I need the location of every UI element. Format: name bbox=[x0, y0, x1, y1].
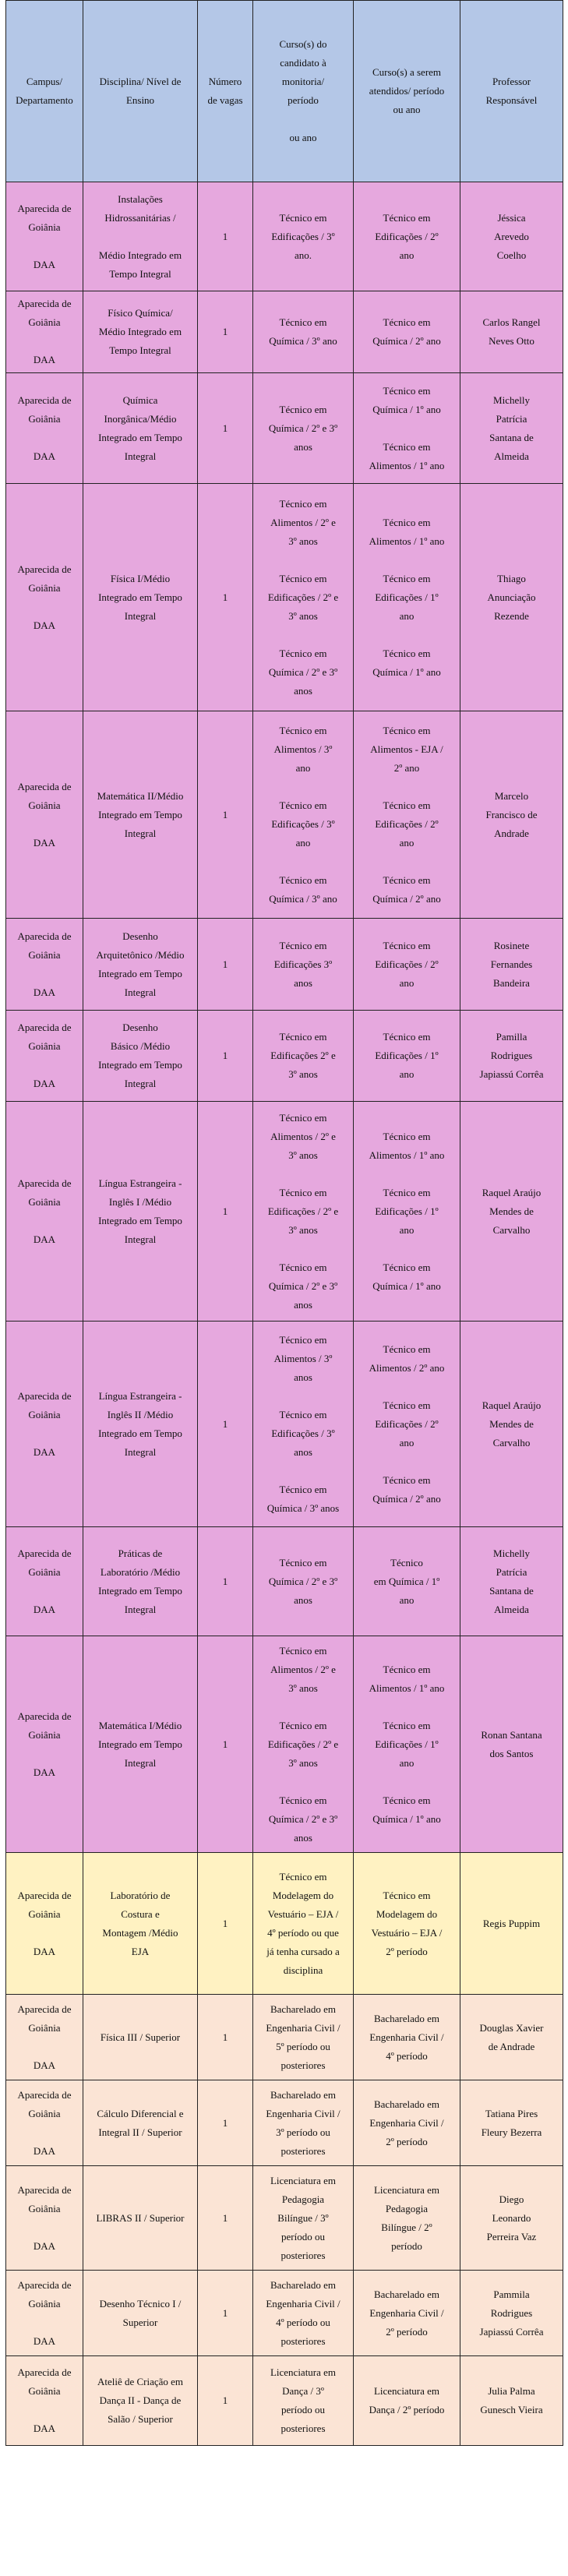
vagas-cell-text: 1 bbox=[222, 1050, 228, 1061]
campus-cell bbox=[6, 1636, 83, 1853]
campus-cell bbox=[6, 2271, 83, 2356]
professor-cell bbox=[460, 2166, 563, 2271]
disciplina-cell bbox=[83, 291, 198, 373]
candidato-cell-text: Bacharelado em Engenharia Civil / 3º período ou posteriores bbox=[266, 2088, 340, 2157]
candidato-cell-text: Técnico em Química / 3º ano bbox=[269, 316, 337, 347]
header-atendidos-label: Curso(s) a serem atendidos/ período ou ano bbox=[369, 66, 445, 115]
professor-cell-text: Diego Leonardo Perreira Vaz bbox=[486, 2193, 537, 2243]
candidato-cell bbox=[253, 2166, 354, 2271]
disciplina-cell bbox=[83, 1853, 198, 1995]
campus-cell bbox=[6, 919, 83, 1011]
vagas-cell bbox=[198, 1322, 253, 1527]
campus-cell bbox=[6, 373, 83, 484]
vagas-cell-text: 1 bbox=[222, 591, 228, 603]
campus-cell bbox=[6, 291, 83, 373]
atendidos-cell bbox=[354, 711, 460, 919]
table-row bbox=[6, 919, 563, 1011]
vagas-cell-text: 1 bbox=[222, 808, 228, 820]
header-professor-label: Professor Responsável bbox=[485, 76, 538, 106]
professor-cell bbox=[460, 1853, 563, 1995]
header-disciplina-label: Disciplina/ Nível de Ensino bbox=[99, 76, 182, 106]
candidato-cell bbox=[253, 2356, 354, 2446]
vagas-cell-text: 1 bbox=[222, 2306, 228, 2319]
vagas-cell bbox=[198, 373, 253, 484]
vagas-cell bbox=[198, 2166, 253, 2271]
campus-cell-text: Aparecida de Goiânia DAA bbox=[17, 2366, 72, 2434]
atendidos-cell-text: Licenciatura em Dança / 2º período bbox=[369, 2385, 445, 2415]
campus-cell bbox=[6, 1853, 83, 1995]
atendidos-cell bbox=[354, 1995, 460, 2080]
vagas-cell-text: 1 bbox=[222, 1417, 228, 1430]
atendidos-cell bbox=[354, 291, 460, 373]
disciplina-cell-text: LIBRAS II / Superior bbox=[96, 2211, 185, 2224]
candidato-cell-text: Técnico em Edificações 3º anos bbox=[273, 939, 333, 989]
candidato-cell bbox=[253, 2271, 354, 2356]
professor-cell bbox=[460, 919, 563, 1011]
professor-cell bbox=[460, 1102, 563, 1322]
professor-cell-text: Jéssica Arevedo Coelho bbox=[494, 211, 529, 261]
disciplina-cell bbox=[83, 373, 198, 484]
campus-cell bbox=[6, 1527, 83, 1636]
atendidos-cell bbox=[354, 1853, 460, 1995]
disciplina-cell-text: Desenho Arquitetônico /Médio Integrado em Tempo Integral bbox=[96, 930, 185, 998]
candidato-cell bbox=[253, 1322, 354, 1527]
campus-cell bbox=[6, 1322, 83, 1527]
candidato-cell-text: Técnico em Química / 2º e 3º anos bbox=[268, 403, 338, 453]
table-row bbox=[6, 2166, 563, 2271]
disciplina-cell bbox=[83, 1011, 198, 1102]
disciplina-cell-text: Física I/Médio Integrado em Tempo Integral bbox=[98, 572, 182, 622]
disciplina-cell-text: Física III / Superior bbox=[100, 2031, 181, 2043]
candidato-cell bbox=[253, 1011, 354, 1102]
atendidos-cell-text: Técnico em Química / 2º ano bbox=[372, 316, 441, 347]
candidato-cell bbox=[253, 711, 354, 919]
candidato-cell-text: Técnico em Edificações 2º e 3º anos bbox=[270, 1031, 336, 1080]
professor-cell bbox=[460, 1322, 563, 1527]
professor-cell bbox=[460, 182, 563, 291]
disciplina-cell-text: Matemática II/Médio Integrado em Tempo Integral bbox=[97, 789, 184, 839]
candidato-cell-text: Técnico em Modelagem do Vestuário – EJA / 4º período ou que já tenha cursado a disciplina bbox=[266, 1870, 340, 1976]
table-row bbox=[6, 711, 563, 919]
atendidos-cell bbox=[354, 484, 460, 711]
atendidos-cell-text: Técnico em Edificações / 2º ano bbox=[375, 939, 439, 989]
disciplina-cell-text: Matemática I/Médio Integrado em Tempo Integral bbox=[98, 1719, 182, 1769]
vagas-cell-text: 1 bbox=[222, 2394, 228, 2406]
table-row bbox=[6, 1102, 563, 1322]
header-campus-label: Campus/ Departamento bbox=[16, 76, 73, 106]
disciplina-cell-text: Instalações Hidrossanitárias / Médio Integrado em Tempo Integral bbox=[98, 192, 182, 280]
vagas-cell bbox=[198, 1853, 253, 1995]
table-row bbox=[6, 2356, 563, 2446]
monitoria-table bbox=[5, 0, 563, 2446]
disciplina-cell-text: Físico Química/ Médio Integrado em Tempo Integral bbox=[98, 307, 182, 356]
disciplina-cell bbox=[83, 484, 198, 711]
table-row bbox=[6, 1527, 563, 1636]
professor-cell-text: Ronan Santana dos Santos bbox=[481, 1728, 542, 1759]
vagas-cell-text: 1 bbox=[222, 1575, 228, 1587]
vagas-cell-text: 1 bbox=[222, 2211, 228, 2224]
vagas-cell bbox=[198, 919, 253, 1011]
candidato-cell bbox=[253, 1853, 354, 1995]
atendidos-cell bbox=[354, 1527, 460, 1636]
monitoria-table-wrapper bbox=[5, 0, 563, 2446]
campus-cell-text: Aparecida de Goiânia DAA bbox=[17, 2088, 72, 2157]
disciplina-cell-text: Química Inorgânica/Médio Integrado em Tempo Integral bbox=[98, 393, 182, 462]
atendidos-cell-text: Técnico em Alimentos - EJA / 2º ano Técnico em Edificações / 2º ano Técnico em Química / 2º ano bbox=[370, 724, 443, 905]
campus-cell-text: Aparecida de Goiânia DAA bbox=[17, 1710, 72, 1778]
professor-cell bbox=[460, 2271, 563, 2356]
disciplina-cell bbox=[83, 2080, 198, 2166]
header-campus bbox=[6, 1, 83, 182]
professor-cell-text: Pamilla Rodrigues Japiassú Corrêa bbox=[479, 1031, 544, 1080]
disciplina-cell bbox=[83, 1102, 198, 1322]
vagas-cell-text: 1 bbox=[222, 230, 228, 242]
professor-cell bbox=[460, 1527, 563, 1636]
disciplina-cell bbox=[83, 1636, 198, 1853]
professor-cell-text: Marcelo Francisco de Andrade bbox=[485, 789, 538, 839]
atendidos-cell-text: Técnico em Alimentos / 1º ano Técnico em Edificações / 1º ano Técnico em Química / 1º ano bbox=[369, 516, 445, 678]
professor-cell-text: Rosinete Fernandes Bandeira bbox=[490, 939, 533, 989]
professor-cell-text: Raquel Araújo Mendes de Carvalho bbox=[482, 1186, 542, 1236]
candidato-cell-text: Licenciatura em Pedagogia Bilíngue / 3º período ou posteriores bbox=[270, 2174, 337, 2261]
vagas-cell-text: 1 bbox=[222, 958, 228, 970]
candidato-cell bbox=[253, 484, 354, 711]
table-header bbox=[6, 1, 563, 182]
candidato-cell-text: Bacharelado em Engenharia Civil / 5º período ou posteriores bbox=[266, 2003, 340, 2071]
campus-cell-text: Aparecida de Goiânia DAA bbox=[17, 930, 72, 998]
header-candidato-label: Curso(s) do candidato à monitoria/ período ou ano bbox=[279, 38, 327, 143]
vagas-cell bbox=[198, 1636, 253, 1853]
atendidos-cell bbox=[354, 1636, 460, 1853]
table-row bbox=[6, 182, 563, 291]
atendidos-cell-text: Bacharelado em Engenharia Civil / 2º período bbox=[369, 2098, 444, 2147]
atendidos-cell bbox=[354, 2271, 460, 2356]
table-row bbox=[6, 373, 563, 484]
table-row bbox=[6, 1322, 563, 1527]
atendidos-cell bbox=[354, 1011, 460, 1102]
table-row bbox=[6, 1011, 563, 1102]
campus-cell bbox=[6, 2166, 83, 2271]
atendidos-cell-text: Licenciatura em Pedagogia Bilíngue / 2º período bbox=[373, 2183, 440, 2252]
candidato-cell-text: Técnico em Alimentos / 3º ano Técnico em Edificações / 3º ano Técnico em Química / 3º ano bbox=[269, 724, 337, 905]
candidato-cell-text: Bacharelado em Engenharia Civil / 4º período ou posteriores bbox=[266, 2278, 340, 2347]
atendidos-cell bbox=[354, 919, 460, 1011]
atendidos-cell bbox=[354, 2080, 460, 2166]
candidato-cell bbox=[253, 1636, 354, 1853]
candidato-cell bbox=[253, 919, 354, 1011]
vagas-cell-text: 1 bbox=[222, 1738, 228, 1750]
vagas-cell bbox=[198, 2080, 253, 2166]
campus-cell bbox=[6, 182, 83, 291]
campus-cell bbox=[6, 2356, 83, 2446]
candidato-cell-text: Técnico em Alimentos / 2º e 3º anos Técnico em Edificações / 2º e 3º anos Técnico em Química / 2º e 3º anos bbox=[267, 497, 339, 697]
professor-cell bbox=[460, 711, 563, 919]
professor-cell-text: Julia Palma Gunesch Vieira bbox=[480, 2385, 543, 2415]
professor-cell-text: Pammila Rodrigues Japiassú Corrêa bbox=[479, 2288, 544, 2338]
professor-cell bbox=[460, 1636, 563, 1853]
atendidos-cell-text: Técnico em Alimentos / 1º ano Técnico em Edificações / 1º ano Técnico em Química / 1º ano bbox=[369, 1130, 445, 1292]
campus-cell-text: Aparecida de Goiânia DAA bbox=[17, 2278, 72, 2347]
candidato-cell bbox=[253, 1102, 354, 1322]
atendidos-cell bbox=[354, 373, 460, 484]
professor-cell bbox=[460, 484, 563, 711]
table-row bbox=[6, 1636, 563, 1853]
candidato-cell-text: Técnico em Alimentos / 2º e 3º anos Técnico em Edificações / 2º e 3º anos Técnico em Química / 2º e 3º anos bbox=[267, 1644, 339, 1844]
campus-cell-text: Aparecida de Goiânia DAA bbox=[17, 1389, 72, 1458]
campus-cell-text: Aparecida de Goiânia DAA bbox=[17, 298, 72, 365]
disciplina-cell bbox=[83, 1995, 198, 2080]
vagas-cell bbox=[198, 484, 253, 711]
vagas-cell bbox=[198, 711, 253, 919]
disciplina-cell-text: Cálculo Diferencial e Integral II / Superior bbox=[97, 2107, 184, 2138]
header-professor bbox=[460, 1, 563, 182]
disciplina-cell bbox=[83, 2166, 198, 2271]
disciplina-cell-text: Desenho Técnico I / Superior bbox=[99, 2297, 182, 2328]
candidato-cell-text: Técnico em Edificações / 3º ano. bbox=[271, 211, 335, 261]
campus-cell-text: Aparecida de Goiânia DAA bbox=[17, 1889, 72, 1957]
atendidos-cell bbox=[354, 2166, 460, 2271]
candidato-cell bbox=[253, 1527, 354, 1636]
professor-cell-text: Douglas Xavier de Andrade bbox=[479, 2021, 544, 2052]
vagas-cell bbox=[198, 1011, 253, 1102]
header-vagas bbox=[198, 1, 253, 182]
candidato-cell bbox=[253, 1995, 354, 2080]
professor-cell bbox=[460, 291, 563, 373]
campus-cell bbox=[6, 1102, 83, 1322]
campus-cell-text: Aparecida de Goiânia DAA bbox=[17, 563, 72, 631]
atendidos-cell bbox=[354, 2356, 460, 2446]
disciplina-cell bbox=[83, 1527, 198, 1636]
professor-cell-text: Thiago Anunciação Rezende bbox=[487, 572, 536, 622]
vagas-cell bbox=[198, 1102, 253, 1322]
header-row bbox=[6, 1, 563, 182]
professor-cell bbox=[460, 2356, 563, 2446]
candidato-cell-text: Licenciatura em Dança / 3º período ou posteriores bbox=[270, 2366, 337, 2434]
candidato-cell-text: Técnico em Alimentos / 3º anos Técnico em Edificações / 3º anos Técnico em Química / 3º anos bbox=[266, 1333, 340, 1514]
candidato-cell bbox=[253, 291, 354, 373]
professor-cell bbox=[460, 1995, 563, 2080]
atendidos-cell-text: Técnico em Alimentos / 1º ano Técnico em Edificações / 1º ano Técnico em Química / 1º ano bbox=[369, 1663, 445, 1825]
campus-cell bbox=[6, 1995, 83, 2080]
disciplina-cell bbox=[83, 1322, 198, 1527]
header-vagas-label: Número de vagas bbox=[207, 76, 243, 106]
atendidos-cell bbox=[354, 182, 460, 291]
campus-cell-text: Aparecida de Goiânia DAA bbox=[17, 1022, 72, 1089]
candidato-cell-text: Técnico em Alimentos / 2º e 3º anos Técnico em Edificações / 2º e 3º anos Técnico em Química / 2º e 3º anos bbox=[267, 1111, 339, 1311]
professor-cell bbox=[460, 373, 563, 484]
table-row bbox=[6, 2271, 563, 2356]
disciplina-cell-text: Língua Estrangeira - Inglês II /Médio Integrado em Tempo Integral bbox=[98, 1389, 182, 1458]
vagas-cell-text: 1 bbox=[222, 1205, 228, 1217]
disciplina-cell-text: Desenho Básico /Médio Integrado em Tempo Integral bbox=[98, 1022, 182, 1089]
atendidos-cell-text: Técnico em Edificações / 1º ano bbox=[375, 1031, 439, 1080]
campus-cell-text: Aparecida de Goiânia DAA bbox=[17, 780, 72, 849]
professor-cell-text: Regis Puppim bbox=[482, 1917, 541, 1929]
header-candidato bbox=[253, 1, 354, 182]
table-row bbox=[6, 1995, 563, 2080]
campus-cell-text: Aparecida de Goiânia DAA bbox=[17, 393, 72, 462]
atendidos-cell bbox=[354, 1102, 460, 1322]
campus-cell bbox=[6, 711, 83, 919]
professor-cell-text: Tatiana Pires Fleury Bezerra bbox=[481, 2107, 542, 2138]
disciplina-cell-text: Laboratório de Costura e Montagem /Médio EJA bbox=[102, 1889, 178, 1957]
vagas-cell-text: 1 bbox=[222, 2031, 228, 2043]
atendidos-cell-text: Bacharelado em Engenharia Civil / 2º período bbox=[369, 2288, 444, 2338]
campus-cell-text: Aparecida de Goiânia DAA bbox=[17, 1547, 72, 1615]
table-body bbox=[6, 182, 563, 2446]
candidato-cell bbox=[253, 182, 354, 291]
atendidos-cell-text: Técnico em Modelagem do Vestuário – EJA / 2º período bbox=[371, 1889, 443, 1957]
candidato-cell bbox=[253, 373, 354, 484]
professor-cell-text: Michelly Patrícia Santana de Almeida bbox=[489, 1547, 534, 1615]
professor-cell bbox=[460, 2080, 563, 2166]
table-row bbox=[6, 2080, 563, 2166]
campus-cell-text: Aparecida de Goiânia DAA bbox=[17, 1177, 72, 1245]
atendidos-cell-text: Técnico em Edificações / 2º ano bbox=[375, 211, 439, 261]
table-row bbox=[6, 1853, 563, 1995]
campus-cell bbox=[6, 1011, 83, 1102]
table-row bbox=[6, 291, 563, 373]
vagas-cell bbox=[198, 291, 253, 373]
disciplina-cell bbox=[83, 2271, 198, 2356]
campus-cell bbox=[6, 484, 83, 711]
vagas-cell bbox=[198, 182, 253, 291]
professor-cell-text: Carlos Rangel Neves Otto bbox=[482, 316, 541, 347]
disciplina-cell-text: Práticas de Laboratório /Médio Integrado em Tempo Integral bbox=[98, 1547, 182, 1615]
professor-cell-text: Raquel Araújo Mendes de Carvalho bbox=[482, 1399, 542, 1449]
disciplina-cell bbox=[83, 182, 198, 291]
candidato-cell-text: Técnico em Química / 2º e 3º anos bbox=[268, 1556, 338, 1606]
atendidos-cell-text: Técnico em Química / 1º ano Técnico em Alimentos / 1º ano bbox=[369, 384, 445, 471]
table-row bbox=[6, 484, 563, 711]
campus-cell bbox=[6, 2080, 83, 2166]
disciplina-cell bbox=[83, 711, 198, 919]
atendidos-cell-text: Técnico em Alimentos / 2º ano Técnico em Edificações / 2º ano Técnico em Química / 2º ano bbox=[369, 1343, 445, 1505]
vagas-cell-text: 1 bbox=[222, 422, 228, 434]
header-atendidos bbox=[354, 1, 460, 182]
campus-cell-text: Aparecida de Goiânia DAA bbox=[17, 2183, 72, 2252]
header-disciplina bbox=[83, 1, 198, 182]
vagas-cell-text: 1 bbox=[222, 326, 228, 337]
vagas-cell-text: 1 bbox=[222, 2116, 228, 2129]
atendidos-cell bbox=[354, 1322, 460, 1527]
candidato-cell bbox=[253, 2080, 354, 2166]
atendidos-cell-text: Bacharelado em Engenharia Civil / 4º período bbox=[369, 2012, 444, 2062]
atendidos-cell-text: Técnico em Química / 1º ano bbox=[373, 1556, 440, 1606]
vagas-cell bbox=[198, 2271, 253, 2356]
disciplina-cell bbox=[83, 919, 198, 1011]
vagas-cell bbox=[198, 2356, 253, 2446]
professor-cell-text: Michelly Patrícia Santana de Almeida bbox=[489, 393, 534, 462]
campus-cell-text: Aparecida de Goiânia DAA bbox=[17, 2003, 72, 2071]
disciplina-cell-text: Ateliê de Criação em Dança II - Dança de Salão / Superior bbox=[97, 2376, 184, 2425]
campus-cell-text: Aparecida de Goiânia DAA bbox=[17, 202, 72, 270]
vagas-cell bbox=[198, 1995, 253, 2080]
disciplina-cell bbox=[83, 2356, 198, 2446]
vagas-cell-text: 1 bbox=[222, 1917, 228, 1929]
disciplina-cell-text: Língua Estrangeira - Inglês I /Médio Integrado em Tempo Integral bbox=[98, 1177, 182, 1245]
professor-cell bbox=[460, 1011, 563, 1102]
vagas-cell bbox=[198, 1527, 253, 1636]
